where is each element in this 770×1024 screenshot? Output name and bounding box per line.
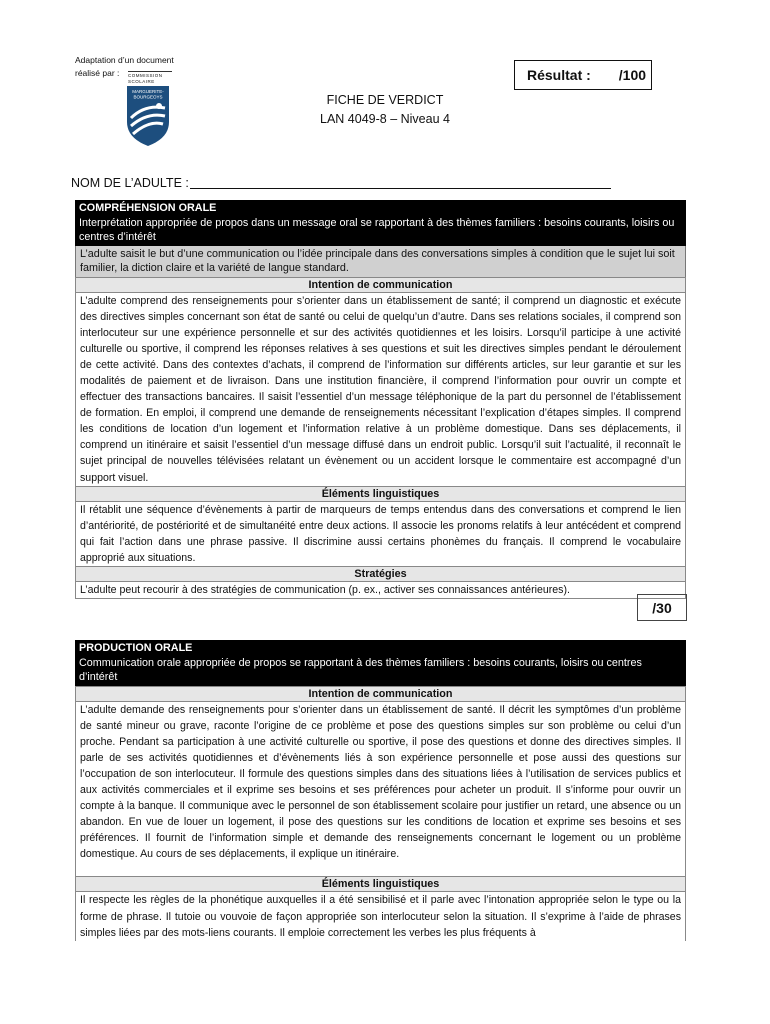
comprehension-section	[75, 200, 686, 599]
adaptation-line-1: Adaptation d’un document	[75, 55, 174, 65]
comprehension-elements-header: Éléments linguistiques	[75, 486, 686, 501]
comprehension-score-box[interactable]: /30	[637, 594, 687, 621]
document-subtitle: LAN 4049-8 – Niveau 4	[320, 112, 450, 126]
production-subtitle: Communication orale appropriée de propos se rapportant à des thèmes familiers : besoins courants, loisirs ou centres d’intérêt	[79, 656, 642, 683]
production-title: PRODUCTION ORALE	[79, 642, 193, 654]
logo-text	[128, 71, 172, 84]
production-intention-text: L’adulte demande des renseignements pour s’orienter dans un établissement de santé. Il décrit les symptômes d’un problème de santé mineur ou grave, raconte l’origine de ce problème et pose des questions simples sur son problème ou celui d’un proche. Pendant sa participation à une activité culturelle ou sportive, il pose des questions et donne des directives simples. Il parle de ses activités quotidiennes et d’évènements liés à son expérience personnelle et pose aussi des questions sur l’occupation de son interlocuteur. Il formule des questions simples dans des situations liées à l’utilisation de services publics et aux activités commerciales et il exprime ses besoins et ses préférences pour acheter un produit. Il s’informe pour ouvrir un compte à la banque. Il communique avec le personnel de son établissement scolaire pour justifier un retard, une absence ou un abandon. En vue de louer un logement, il pose des questions sur les conditions de location et exprime ses besoins et ses préférences. Il fournit de l’information simple et demande des renseignements concernant le logement ou un problème domestique. Au cours de ses déplacements, il explique un itinéraire.	[75, 701, 686, 877]
result-max: /100	[618, 67, 647, 83]
comprehension-header	[75, 200, 686, 246]
comprehension-summary: L’adulte saisit le but d’une communication ou l’idée principale dans des conversations simples à condition que le sujet lui soit familier, la diction claire et la variété de langue standard.	[75, 246, 686, 277]
production-elements-text: Il respecte les règles de la phonétique auxquelles il a été sensibilisé et il parle avec l’intonation appropriée selon le type ou la forme de phrase. Il tutoie ou vouvoie de façon appropriée son interlocuteur selon la situation. Il s’exprime à l’aide de phrases simples liées par des mots-liens courants. Il emploie correctement les verbes les plus fréquents à	[75, 891, 686, 940]
document-title: FICHE DE VERDICT	[326, 93, 444, 107]
result-box	[514, 60, 652, 90]
adaptation-line-2: réalisé par :	[75, 68, 120, 78]
production-section	[75, 640, 686, 941]
comprehension-strategies-text: L’adulte peut recourir à des stratégies de communication (p. ex., activer ses connaissances antérieures).	[75, 581, 686, 599]
logo-line-1: COMMISSION	[128, 71, 172, 79]
logo-line-3: MARGUERITE-	[132, 89, 164, 94]
production-elements-header: Éléments linguistiques	[75, 876, 686, 891]
logo-line-4: BOURGEOYS	[133, 94, 163, 100]
comprehension-strategies-header: Stratégies	[75, 566, 686, 581]
production-header	[75, 640, 686, 686]
production-intention-header: Intention de communication	[75, 686, 686, 701]
comprehension-intention-header: Intention de communication	[75, 277, 686, 292]
comprehension-elements-text: Il rétablit une séquence d’évènements à partir de marqueurs de temps entendus dans des conversations et comprend le lien d’antériorité, de postériorité et de simultanéité entre deux actions. Il associe les pronoms relatifs à leur antécédent et comprend qui fait l’action dans une phrase passive. Il discrimine aussi certains phonèmes du français. Il comprend le vocabulaire approprié aux situations.	[75, 501, 686, 566]
comprehension-subtitle: Interprétation appropriée de propos dans un message oral se rapportant à des thèmes familiers : besoins courants, loisirs ou centres d’intérêt	[79, 216, 675, 243]
logo-line-2: SCOLAIRE	[128, 78, 155, 84]
adult-name-field[interactable]	[190, 188, 611, 189]
comprehension-intention-text: L’adulte comprend des renseignements pour s’orienter dans un établissement de santé; il comprend un diagnostic et exécute des directives simples concernant son état de santé ou celui de quelqu’un d’autre. Dans ses relations sociales, il comprend son interlocuteur sur une expérience personnelle et sur des activités quotidiennes et les loisirs. Lorsqu’il participe à une activité culturelle ou sportive, il comprend les réponses relatives à ses questions et suit les directives simples pendant le déroulement de cette activité. Dans des contextes d’achats, il comprend de l’information sur différents articles, sur leur garantie et sur les modalités de paiement et de livraison. Dans une institution financière, il comprend l’information pour ouvrir un compte et effectuer des transactions bancaires. Il saisit l’essentiel d’un message téléphonique de la part du personnel de l’établissement de formation. En emploi, il comprend une demande de renseignements nécessitant l’explication d’étapes simples. Il comprend les conditions de location d’un logement et l’information relative à un problème domestique. Dans ses déplacements, il comprend un itinéraire et saisit l’essentiel d’un message diffusé dans un endroit public. Lorsqu’il suit l’actualité, il reconnaît le sujet principal de nouvelles télévisées relatant un évènement ou un accident lorsque le commentaire est accompagné d’un support visuel.	[75, 292, 686, 486]
result-label: Résultat :	[527, 67, 591, 83]
adult-name-label: NOM DE L’ADULTE :	[71, 176, 189, 190]
comprehension-title: COMPRÉHENSION ORALE	[79, 202, 217, 214]
